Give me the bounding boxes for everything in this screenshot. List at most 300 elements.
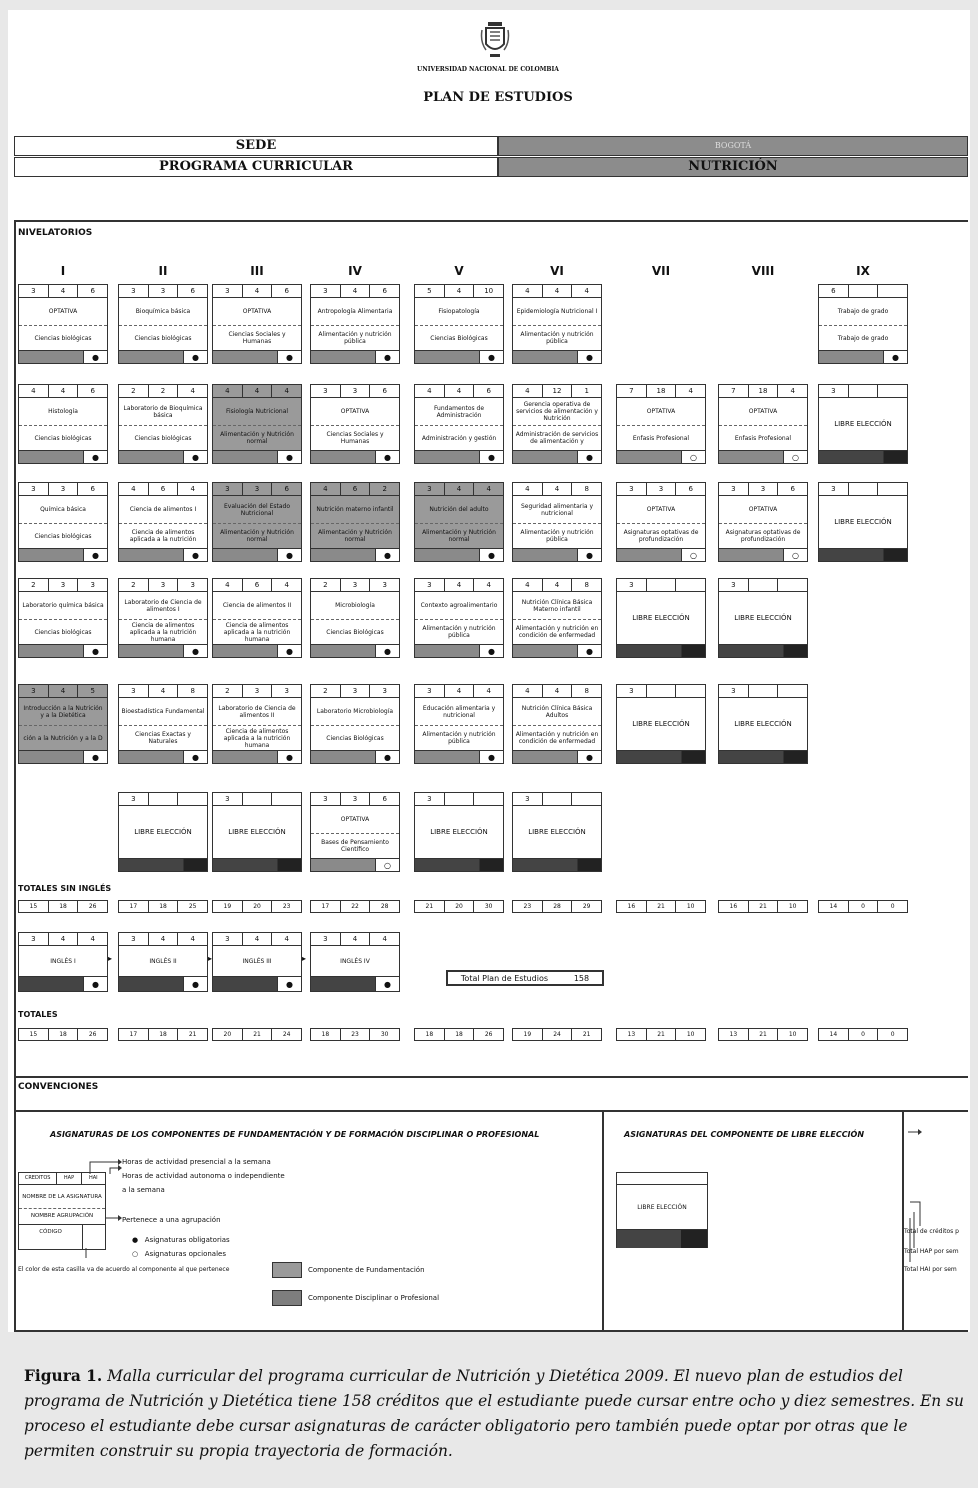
credit-value: 6 bbox=[243, 579, 273, 591]
course-credits-row bbox=[719, 483, 807, 496]
course-credits-row bbox=[213, 385, 301, 398]
course-name: Laboratorio de Ciencia de alimentos I bbox=[119, 592, 207, 620]
course-code-row bbox=[415, 644, 503, 657]
course-code-row bbox=[617, 548, 705, 561]
course-name: Seguridad alimentaria y nutricional bbox=[513, 496, 601, 524]
course-box[interactable] bbox=[512, 578, 602, 658]
course-name: OPTATIVA bbox=[617, 496, 705, 524]
course-code-row bbox=[119, 350, 207, 363]
course-type-icon: ● bbox=[277, 645, 301, 657]
course-credits-row bbox=[213, 933, 301, 946]
component-color bbox=[19, 977, 83, 991]
semester-header: VI bbox=[550, 264, 564, 278]
coat-of-arms-icon bbox=[480, 16, 510, 60]
total-value: 21 bbox=[647, 1029, 677, 1040]
course-box[interactable] bbox=[718, 482, 808, 562]
course-area: Alimentación y nutrición pública bbox=[422, 625, 496, 639]
semester-header: IX bbox=[856, 264, 870, 278]
credit-value: 4 bbox=[243, 933, 273, 945]
credit-value: 3 bbox=[617, 579, 647, 591]
credit-value: 4 bbox=[445, 685, 475, 697]
course-code-row bbox=[119, 450, 207, 463]
total-value: 16 bbox=[719, 901, 749, 912]
component-color bbox=[415, 645, 479, 657]
total-value: 17 bbox=[119, 901, 149, 912]
component-color bbox=[119, 645, 183, 657]
course-name: OPTATIVA bbox=[213, 298, 301, 326]
course-name: Ciencia de alimentos I bbox=[119, 496, 207, 524]
credit-value: 3 bbox=[341, 685, 371, 697]
course-box[interactable] bbox=[18, 482, 108, 562]
legend-r2: Total HAP por sem bbox=[904, 1248, 959, 1255]
component-color bbox=[119, 977, 183, 991]
course-credits-row bbox=[213, 685, 301, 698]
course-code-row bbox=[719, 750, 807, 763]
figure-caption bbox=[24, 1364, 970, 1464]
totals-cell bbox=[512, 900, 602, 913]
credit-value: 4 bbox=[543, 579, 573, 591]
course-name: Nutrición materno infantil bbox=[311, 496, 399, 524]
legend-hai-note-2: a la semana bbox=[122, 1186, 165, 1194]
course-box[interactable] bbox=[310, 482, 400, 562]
total-value: 10 bbox=[788, 1031, 797, 1038]
credit-value: 4 bbox=[513, 385, 543, 397]
course-code-row bbox=[415, 750, 503, 763]
credit-value: 10 bbox=[484, 287, 494, 295]
course-name: INGLÉS II bbox=[149, 957, 177, 965]
credit-value: 4 bbox=[149, 933, 179, 945]
course-box[interactable] bbox=[212, 284, 302, 364]
course-code-row bbox=[311, 350, 399, 363]
course-name: Evaluación del Estado Nutricional bbox=[213, 496, 301, 524]
swatch-fundamentacion bbox=[272, 1262, 302, 1278]
component-color bbox=[513, 351, 577, 363]
total-value: 26 bbox=[88, 1031, 97, 1038]
total-value: 21 bbox=[243, 1029, 273, 1040]
totales-sin-ingles-label: TOTALES SIN INGLÉS bbox=[18, 884, 112, 893]
component-color bbox=[311, 859, 375, 871]
credit-value: 4 bbox=[513, 579, 543, 591]
divider bbox=[16, 1076, 968, 1078]
course-code-row bbox=[311, 450, 399, 463]
total-value: 21 bbox=[749, 1029, 779, 1040]
course-type-icon: ● bbox=[479, 645, 503, 657]
course-area: Ciencia de alimentos aplicada a la nutrición humana bbox=[223, 727, 291, 749]
course-name: Bioquímica básica bbox=[119, 298, 207, 326]
course-type-icon: ● bbox=[183, 549, 207, 561]
free-elective-box[interactable] bbox=[718, 578, 808, 658]
course-area: Ciencias biológicas bbox=[134, 434, 192, 442]
free-elective-box[interactable] bbox=[118, 792, 208, 872]
credit-value: 4 bbox=[213, 579, 243, 591]
component-color bbox=[819, 549, 883, 561]
course-box[interactable] bbox=[310, 792, 400, 872]
credit-value: 4 bbox=[149, 685, 179, 697]
course-credits-row bbox=[19, 933, 107, 946]
course-box[interactable] bbox=[118, 384, 208, 464]
course-area: Bases de Pensamiento Científico bbox=[321, 839, 389, 853]
credit-value: 4 bbox=[543, 285, 573, 297]
credit-value bbox=[878, 483, 907, 495]
total-value: 0 bbox=[849, 901, 879, 912]
course-box[interactable] bbox=[118, 578, 208, 658]
credit-value: 7 bbox=[617, 385, 647, 397]
component-color bbox=[617, 645, 681, 657]
swatch-disciplinar bbox=[272, 1290, 302, 1306]
credit-value bbox=[543, 793, 573, 805]
course-code-row bbox=[311, 858, 399, 871]
total-value: 10 bbox=[686, 1031, 695, 1038]
credit-value bbox=[445, 793, 475, 805]
course-type-icon: ○ bbox=[375, 859, 399, 871]
course-area: Ciencias Biológicas bbox=[430, 334, 488, 342]
course-area: Asignaturas optativas de profundización bbox=[725, 529, 801, 543]
course-box[interactable] bbox=[512, 284, 602, 364]
credit-value: 3 bbox=[647, 483, 677, 495]
course-credits-row bbox=[819, 285, 907, 298]
course-name: Introducción a la Nutrición y a la Dietética bbox=[19, 698, 107, 726]
course-name: OPTATIVA bbox=[311, 806, 399, 834]
free-elective-box[interactable] bbox=[512, 792, 602, 872]
totals-cell bbox=[818, 900, 908, 913]
course-box[interactable] bbox=[18, 284, 108, 364]
course-code-row bbox=[311, 976, 399, 991]
course-name: OPTATIVA bbox=[19, 298, 107, 326]
total-value: 14 bbox=[819, 901, 849, 912]
legend-r3: Total HAI por sem bbox=[904, 1266, 957, 1273]
course-name: LIBRE ELECCIÓN bbox=[734, 719, 792, 728]
course-box[interactable] bbox=[414, 384, 504, 464]
credit-value: 3 bbox=[819, 483, 849, 495]
credit-value: 4 bbox=[213, 385, 243, 397]
credit-value bbox=[849, 285, 879, 297]
credit-value: 8 bbox=[584, 687, 589, 695]
course-code-row bbox=[213, 350, 301, 363]
credit-value: 4 bbox=[243, 285, 273, 297]
course-type-icon: ● bbox=[183, 351, 207, 363]
course-box[interactable] bbox=[18, 684, 108, 764]
course-credits-row bbox=[513, 483, 601, 496]
course-type-icon bbox=[783, 751, 807, 763]
course-box[interactable] bbox=[512, 482, 602, 562]
course-code-row bbox=[617, 750, 705, 763]
credit-value: 4 bbox=[311, 483, 341, 495]
total-value: 20 bbox=[445, 901, 475, 912]
course-name: Laboratorio de Ciencia de alimentos II bbox=[213, 698, 301, 726]
credit-value: 4 bbox=[486, 485, 491, 493]
credit-value: 4 bbox=[49, 385, 79, 397]
course-name: Fundamentos de Administración bbox=[415, 398, 503, 426]
total-plan-label: Total Plan de Estudios bbox=[460, 973, 549, 983]
course-name: Nutrición Clínica Básica Adultos bbox=[513, 698, 601, 726]
course-code-row bbox=[213, 976, 301, 991]
total-value: 18 bbox=[49, 901, 79, 912]
course-box[interactable] bbox=[118, 284, 208, 364]
course-box[interactable] bbox=[818, 284, 908, 364]
course-area: Alimentación y nutrición pública bbox=[520, 331, 594, 345]
credit-value: 3 bbox=[149, 285, 179, 297]
semester-header: III bbox=[250, 264, 264, 278]
english-course-box[interactable] bbox=[118, 932, 208, 992]
component-color bbox=[311, 351, 375, 363]
course-area: Ciencias biológicas bbox=[34, 532, 92, 540]
credit-value: 6 bbox=[382, 287, 387, 295]
course-box[interactable] bbox=[212, 684, 302, 764]
credit-value: 4 bbox=[190, 485, 195, 493]
credit-value: 3 bbox=[311, 793, 341, 805]
credit-value: 4 bbox=[415, 385, 445, 397]
legend-arrows-icon bbox=[76, 1158, 122, 1258]
course-credits-row bbox=[119, 933, 207, 946]
course-name: OPTATIVA bbox=[719, 496, 807, 524]
credit-value: 3 bbox=[341, 385, 371, 397]
course-credits-row bbox=[617, 385, 705, 398]
credit-value: 5 bbox=[415, 285, 445, 297]
right-arrows-icon bbox=[906, 1122, 936, 1262]
course-credits-row bbox=[719, 385, 807, 398]
credit-value: 3 bbox=[213, 285, 243, 297]
course-type-icon: ● bbox=[277, 977, 301, 991]
legend-group-note: Pertenece a una agrupación bbox=[122, 1216, 221, 1224]
credit-value bbox=[647, 685, 677, 697]
credit-value: 2 bbox=[311, 685, 341, 697]
credit-value: 3 bbox=[415, 685, 445, 697]
component-color bbox=[617, 751, 681, 763]
component-color bbox=[415, 351, 479, 363]
course-box[interactable] bbox=[310, 684, 400, 764]
course-type-icon: ● bbox=[83, 451, 107, 463]
credit-value: 4 bbox=[513, 685, 543, 697]
course-credits-row bbox=[617, 483, 705, 496]
credit-value bbox=[749, 579, 779, 591]
course-type-icon: ● bbox=[479, 451, 503, 463]
total-value: 22 bbox=[341, 901, 371, 912]
credit-value: 3 bbox=[719, 579, 749, 591]
programa-value: NUTRICIÓN bbox=[498, 157, 968, 177]
course-type-icon: ● bbox=[83, 645, 107, 657]
course-credits-row bbox=[719, 579, 807, 592]
credit-value bbox=[149, 793, 179, 805]
course-name: Química básica bbox=[19, 496, 107, 524]
course-box[interactable] bbox=[414, 578, 504, 658]
course-credits-row bbox=[311, 933, 399, 946]
component-color bbox=[719, 645, 783, 657]
course-credits-row bbox=[119, 793, 207, 806]
total-value: 21 bbox=[415, 901, 445, 912]
credit-value: 3 bbox=[119, 793, 149, 805]
free-elective-box[interactable] bbox=[212, 792, 302, 872]
credit-value bbox=[178, 793, 207, 805]
credit-value bbox=[878, 285, 907, 297]
course-box[interactable] bbox=[18, 384, 108, 464]
course-type-icon bbox=[183, 859, 207, 871]
course-credits-row bbox=[819, 385, 907, 398]
legend-oblig bbox=[132, 1236, 230, 1244]
course-name: Contexto agroalimentario bbox=[415, 592, 503, 620]
free-elective-box[interactable] bbox=[616, 578, 706, 658]
credit-value: 2 bbox=[119, 385, 149, 397]
course-area: Administración de servicios de alimentación y bbox=[515, 431, 599, 445]
course-code-row bbox=[119, 976, 207, 991]
course-box[interactable] bbox=[212, 578, 302, 658]
plan-title: PLAN DE ESTUDIOS bbox=[423, 90, 573, 105]
course-credits-row bbox=[311, 385, 399, 398]
total-plan-box bbox=[446, 970, 604, 986]
total-value: 24 bbox=[543, 1029, 573, 1040]
course-type-icon: ● bbox=[577, 645, 601, 657]
credit-value: 3 bbox=[213, 483, 243, 495]
course-box[interactable] bbox=[414, 684, 504, 764]
course-credits-row bbox=[311, 579, 399, 592]
course-area: Ciencias biológicas bbox=[34, 334, 92, 342]
english-course-box[interactable] bbox=[310, 932, 400, 992]
course-name: LIBRE ELECCIÓN bbox=[528, 827, 586, 836]
course-code-row bbox=[819, 450, 907, 463]
credit-value: 4 bbox=[90, 935, 95, 943]
course-type-icon bbox=[883, 451, 907, 463]
free-elective-box[interactable] bbox=[818, 384, 908, 464]
convenciones-label: CONVENCIONES bbox=[18, 1082, 99, 1092]
course-name: Gerencia operativa de servicios de alimentación y Nutrición bbox=[513, 398, 601, 426]
course-area: Ciencias biológicas bbox=[34, 628, 92, 636]
totals-cell bbox=[718, 1028, 808, 1041]
course-code-row bbox=[213, 644, 301, 657]
course-name: Histología bbox=[19, 398, 107, 426]
credit-value: 3 bbox=[749, 483, 779, 495]
course-box[interactable] bbox=[616, 482, 706, 562]
course-area: Ciencias Sociales y Humanas bbox=[228, 331, 286, 345]
credit-value: 3 bbox=[119, 285, 149, 297]
course-name: Trabajo de grado bbox=[819, 298, 907, 326]
course-area: Alimentación y Nutrición normal bbox=[318, 529, 392, 543]
course-credits-row bbox=[617, 579, 705, 592]
course-code-row bbox=[19, 644, 107, 657]
course-box[interactable] bbox=[310, 284, 400, 364]
free-elective-box[interactable] bbox=[718, 684, 808, 764]
credit-value: 4 bbox=[688, 387, 693, 395]
divider bbox=[16, 1110, 968, 1112]
credit-value: 6 bbox=[90, 287, 95, 295]
course-box[interactable] bbox=[310, 384, 400, 464]
course-type-icon: ● bbox=[577, 351, 601, 363]
totals-cell bbox=[18, 900, 108, 913]
course-area: Ciencias biológicas bbox=[34, 434, 92, 442]
course-name: Educación alimentaria y nutricional bbox=[415, 698, 503, 726]
credit-value: 2 bbox=[19, 579, 49, 591]
credit-value: 6 bbox=[90, 485, 95, 493]
credit-value: 4 bbox=[190, 387, 195, 395]
course-name: OPTATIVA bbox=[311, 398, 399, 426]
component-color bbox=[513, 451, 577, 463]
credit-value bbox=[676, 685, 705, 697]
course-credits-row bbox=[415, 285, 503, 298]
course-box[interactable] bbox=[414, 482, 504, 562]
credit-value: 4 bbox=[19, 385, 49, 397]
course-credits-row bbox=[119, 579, 207, 592]
course-credits-row bbox=[119, 385, 207, 398]
course-type-icon bbox=[277, 859, 301, 871]
course-box[interactable] bbox=[718, 384, 808, 464]
course-type-icon: ● bbox=[577, 549, 601, 561]
credit-value: 4 bbox=[584, 287, 589, 295]
course-box[interactable] bbox=[616, 384, 706, 464]
course-box[interactable] bbox=[414, 284, 504, 364]
component-color bbox=[19, 549, 83, 561]
course-type-icon: ● bbox=[183, 451, 207, 463]
free-elective-box[interactable] bbox=[414, 792, 504, 872]
total-value: 28 bbox=[380, 903, 389, 910]
free-elective-box[interactable] bbox=[616, 684, 706, 764]
total-value: 25 bbox=[188, 903, 197, 910]
course-code-row bbox=[213, 750, 301, 763]
course-code-row bbox=[311, 644, 399, 657]
total-value: 30 bbox=[484, 903, 493, 910]
component-color bbox=[415, 451, 479, 463]
divider bbox=[902, 1110, 904, 1332]
course-name: Laboratorio de Bioquímica básica bbox=[119, 398, 207, 426]
totales-label: TOTALES bbox=[18, 1010, 58, 1019]
course-code-row bbox=[513, 450, 601, 463]
curriculum-sheet bbox=[8, 10, 970, 1332]
credit-value: 3 bbox=[49, 483, 79, 495]
total-value: 13 bbox=[617, 1029, 647, 1040]
course-type-icon: ● bbox=[375, 645, 399, 657]
course-area: Ciencias biológicas bbox=[134, 334, 192, 342]
course-box[interactable] bbox=[512, 384, 602, 464]
course-credits-row bbox=[213, 285, 301, 298]
course-code-row bbox=[213, 450, 301, 463]
course-box[interactable] bbox=[212, 482, 302, 562]
course-name: LIBRE ELECCIÓN bbox=[632, 719, 690, 728]
credit-value: 2 bbox=[119, 579, 149, 591]
course-code-row bbox=[719, 450, 807, 463]
legend-title-left: ASIGNATURAS DE LOS COMPONENTES DE FUNDAMENTACIÓN Y DE FORMACIÓN DISCIPLINAR O PROFESIONAL bbox=[50, 1130, 540, 1139]
totals-cell bbox=[212, 900, 302, 913]
semester-header: VII bbox=[651, 264, 671, 278]
component-color bbox=[819, 351, 883, 363]
total-value: 20 bbox=[243, 901, 273, 912]
course-box[interactable] bbox=[118, 684, 208, 764]
course-type-icon: ○ bbox=[681, 549, 705, 561]
course-name: Laboratorio química básica bbox=[19, 592, 107, 620]
course-type-icon: ● bbox=[375, 549, 399, 561]
credit-value: 4 bbox=[190, 935, 195, 943]
course-box[interactable] bbox=[118, 482, 208, 562]
credit-value bbox=[243, 793, 273, 805]
course-credits-row bbox=[119, 285, 207, 298]
english-course-box[interactable] bbox=[212, 932, 302, 992]
course-box[interactable] bbox=[18, 578, 108, 658]
free-elective-box[interactable] bbox=[818, 482, 908, 562]
course-name: Bioestadística Fundamental bbox=[119, 698, 207, 726]
total-value: 14 bbox=[819, 1029, 849, 1040]
english-course-box[interactable] bbox=[18, 932, 108, 992]
totals-cell bbox=[310, 1028, 400, 1041]
total-value: 21 bbox=[188, 1031, 197, 1038]
course-box[interactable] bbox=[310, 578, 400, 658]
course-area: Ciencias Sociales y Humanas bbox=[326, 431, 384, 445]
course-credits-row bbox=[415, 579, 503, 592]
credit-value: 6 bbox=[341, 483, 371, 495]
component-color bbox=[19, 751, 83, 763]
total-value: 16 bbox=[617, 901, 647, 912]
totals-cell bbox=[310, 900, 400, 913]
credit-value: 3 bbox=[513, 793, 543, 805]
course-box[interactable] bbox=[212, 384, 302, 464]
course-box[interactable] bbox=[512, 684, 602, 764]
course-type-icon: ● bbox=[83, 977, 107, 991]
total-value: 28 bbox=[543, 901, 573, 912]
